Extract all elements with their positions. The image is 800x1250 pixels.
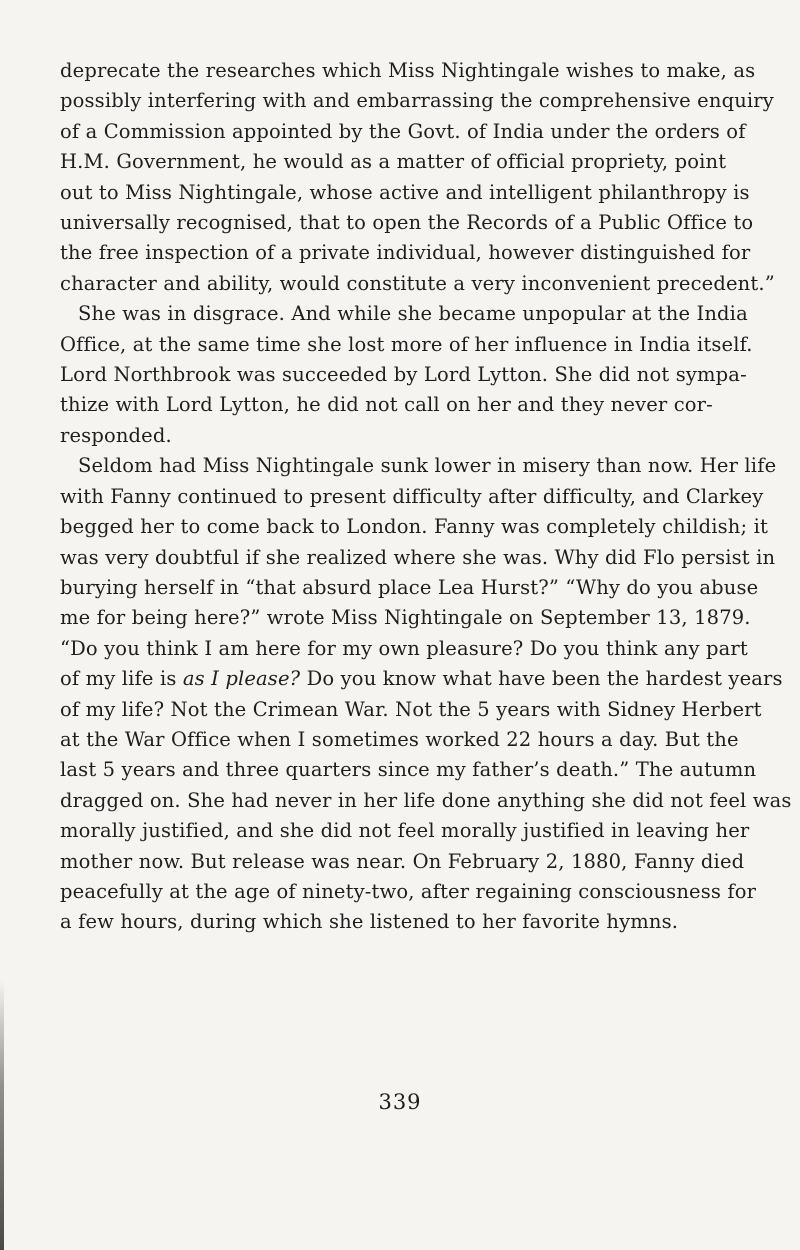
text-line: morally justified, and she did not feel morally justified in leaving her	[60, 819, 750, 843]
text-line: responded.	[60, 423, 172, 447]
text-line: last 5 years and three quarters since my father’s death.” The autumn	[60, 758, 757, 782]
text-line: of a Commission appointed by the Govt. of India under the orders of	[60, 119, 746, 143]
text-line: thize with Lord Lytton, he did not call on her and they never cor-	[60, 393, 713, 417]
text-line: mother now. But release was near. On February 2, 1880, Fanny died	[60, 849, 745, 873]
text-line: a few hours, during which she listened to her favorite hymns.	[60, 910, 679, 934]
text-line: burying herself in “that absurd place Lea Hurst?” “Why do you abuse	[60, 575, 759, 599]
text-line: H.M. Government, he would as a matter of official propriety, point	[60, 150, 727, 174]
text-line: Lord Northbrook was succeeded by Lord Lytton. She did not sympa-	[60, 363, 747, 387]
text-line: me for being here?” wrote Miss Nightingale on September 13, 1879.	[60, 606, 751, 630]
text-line: dragged on. She had never in her life done anything she did not feel was	[60, 788, 792, 812]
text-line: at the War Office when I sometimes worked 22 hours a day. But the	[60, 727, 739, 751]
text-line: universally recognised, that to open the Records of a Public Office to	[60, 211, 754, 235]
text-line: “Do you think I am here for my own pleasure? Do you think any part	[60, 636, 748, 660]
text-line: deprecate the researches which Miss Nightingale wishes to make, as	[60, 59, 756, 82]
italic-emphasis: as I please?	[182, 667, 301, 691]
text-line: begged her to come back to London. Fanny was completely childish; it	[60, 515, 768, 539]
text-line: Office, at the same time she lost more of her influence in India itself.	[60, 332, 753, 356]
page-number: 339	[378, 1090, 422, 1114]
text-line: with Fanny continued to present difficulty after difficulty, and Clarkey	[60, 484, 764, 508]
text-line: Seldom had Miss Nightingale sunk lower in misery than now. Her life	[78, 454, 777, 478]
text-line: possibly interfering with and embarrassing the comprehensive enquiry	[60, 89, 774, 113]
text-line: was very doubtful if she realized where she was. Why did Flo persist in	[60, 545, 776, 569]
body-text	[60, 56, 792, 938]
text-line: peacefully at the age of ninety-two, after regaining consciousness for	[60, 879, 757, 903]
text-line: She was in disgrace. And while she became unpopular at the India	[78, 302, 748, 326]
text-line: of my life? Not the Crimean War. Not the 5 years with Sidney Herbert	[60, 697, 762, 721]
text-line: of my life is as I please? Do you know what have been the hardest years	[60, 667, 783, 691]
text-line: the free inspection of a private individual, however distinguished for	[60, 241, 751, 265]
binding-edge-shadow	[0, 980, 4, 1250]
text-line: character and ability, would constitute a very inconvenient precedent.”	[60, 271, 775, 295]
text-line: out to Miss Nightingale, whose active and intelligent philanthropy is	[60, 180, 750, 204]
